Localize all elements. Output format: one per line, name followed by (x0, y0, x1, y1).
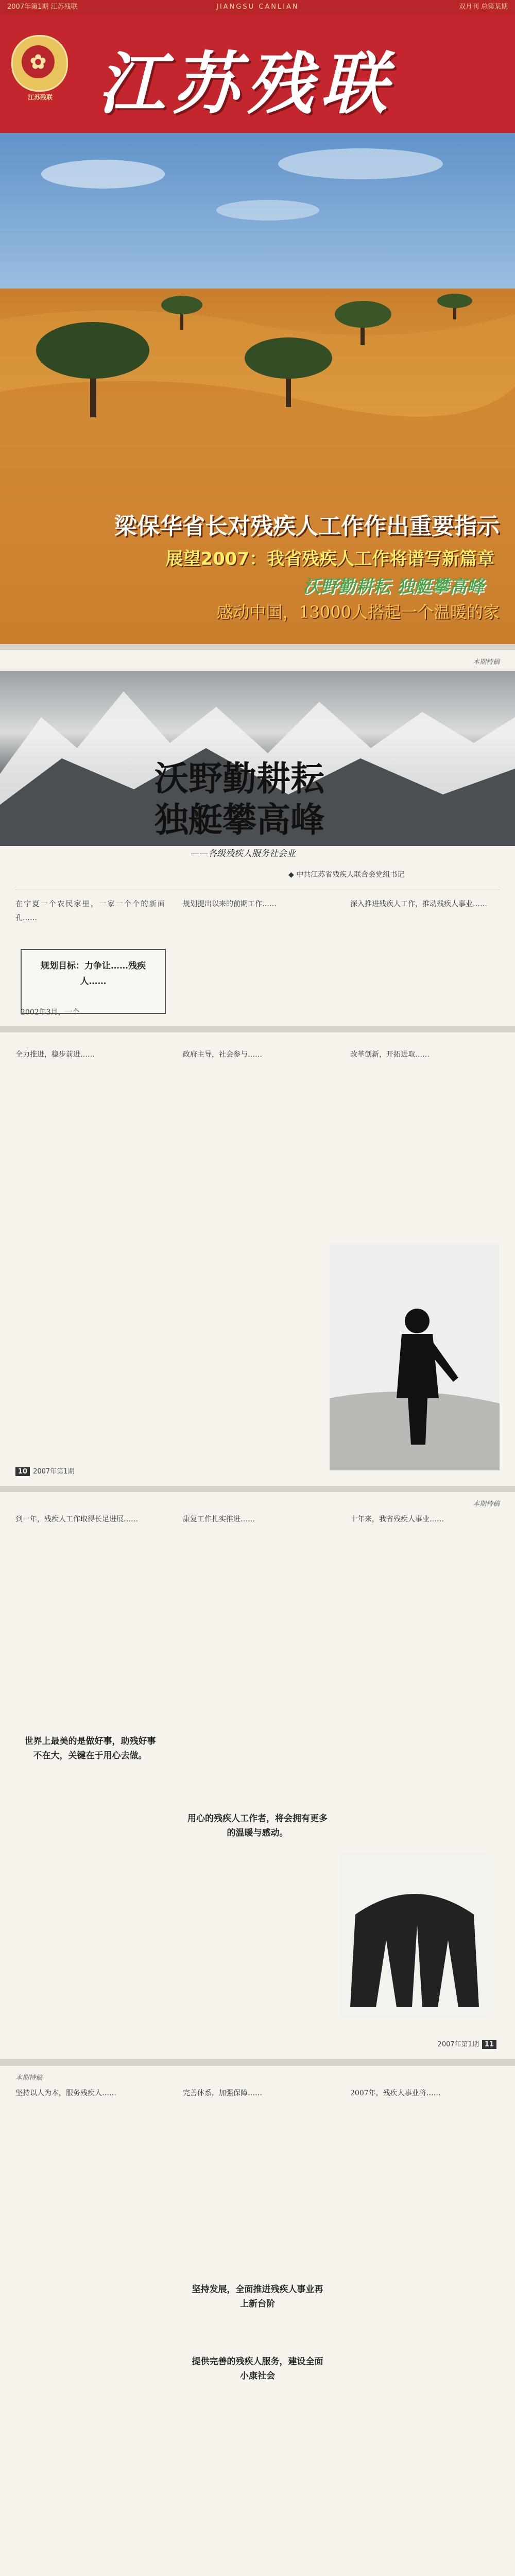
article4-col2: 完善体系，加强保障…… (183, 2089, 262, 2097)
article3-col1: 到一年，残疾人工作取得长足进展…… (15, 1515, 138, 1523)
cover-english-title: JIANGSU CANLIAN (216, 3, 299, 11)
cover-headline-2[interactable]: 展望2007：我省残疾人工作将谱写新篇章 (165, 549, 494, 569)
article2-col2: 政府主导，社会参与…… (183, 1050, 262, 1059)
emblem-icon: ✿ (22, 45, 55, 78)
emblem-logo (11, 35, 68, 102)
article4-subhead-1: 坚持发展，全面推进残疾人事业再上新台阶 (192, 2284, 323, 2309)
article4-col3: 2007年，残疾人事业将…… (350, 2089, 441, 2097)
article3-col3: 十年来，我省残疾人事业…… (350, 1515, 444, 1523)
masthead (0, 14, 515, 133)
article4-page (0, 2066, 515, 2576)
article3-subhead-1: 世界上最美的是做好事，助残好事不在大，关键在于用心去做。 (24, 1736, 156, 1761)
cover-issue-info: 2007年第1期 江苏残联 (7, 3, 78, 11)
woodcut-illustration (340, 1853, 489, 2018)
title-line-2: 独艇攀高峰 (154, 800, 324, 840)
article1-title (154, 758, 324, 841)
page-tag: 本期特稿 (15, 2074, 43, 2082)
article1-subtitle: ——各级残疾人服务社会业 (191, 849, 296, 859)
article4-subhead-2: 提供完善的残疾人服务，建设全面小康社会 (192, 2357, 323, 2381)
folio: 10 2007年第1期 (15, 1466, 74, 1476)
article1-year-line: 2002年3月，一个 (21, 1008, 80, 1016)
article2-page (0, 1032, 515, 1486)
article1-byline: ◆ 中共江苏省残疾人联合会党组书记 (288, 871, 405, 879)
cover-page (0, 0, 515, 644)
cover-headline-4[interactable]: 感动中国，13000人搭起一个温暖的家 (216, 602, 500, 622)
cover-frequency: 双月刊 总第某期 (458, 3, 508, 11)
article1-page (0, 650, 515, 1026)
article3-col2: 康复工作扎实推进…… (183, 1515, 255, 1523)
article3-page (0, 1492, 515, 2059)
cover-headlines (0, 507, 515, 644)
article1-col2: 规划提出以来的前期工作…… (183, 900, 277, 908)
article1-sidebar: 规划目标：力争让……残疾人…… (21, 949, 166, 1014)
page-tag: 本期特稿 (472, 1500, 500, 1508)
title-line-1: 沃野勤耕耘 (154, 759, 324, 799)
cover-headline-3[interactable]: 沃野勤耕耘 独艇攀高峰 (303, 577, 484, 597)
article4-col1: 坚持以人为本，服务残疾人…… (15, 2089, 116, 2097)
emblem-text: 江苏残联 (27, 94, 53, 101)
folio: 2007年第1期 11 (438, 2039, 500, 2048)
article1-col3: 深入推进残疾人工作，推动残疾人事业…… (350, 900, 487, 908)
silhouette-photo (330, 1244, 500, 1470)
cover-headline-main[interactable]: 梁保华省长对残疾人工作作出重要指示 (114, 513, 500, 539)
article2-col3: 改革创新，开拓进取…… (350, 1050, 430, 1059)
article1-col1: 在宁夏一个农民家里，一家一个个的新面孔…… (15, 900, 165, 922)
article2-col1: 全力推进，稳步前进…… (15, 1050, 95, 1059)
article3-subhead-2: 用心的残疾人工作者，将会拥有更多的温暖与感动。 (187, 1814, 328, 1838)
page-tag: 本期特稿 (472, 658, 500, 666)
cover-top-bar (0, 0, 515, 14)
masthead-title: 江苏残联 (98, 44, 395, 123)
